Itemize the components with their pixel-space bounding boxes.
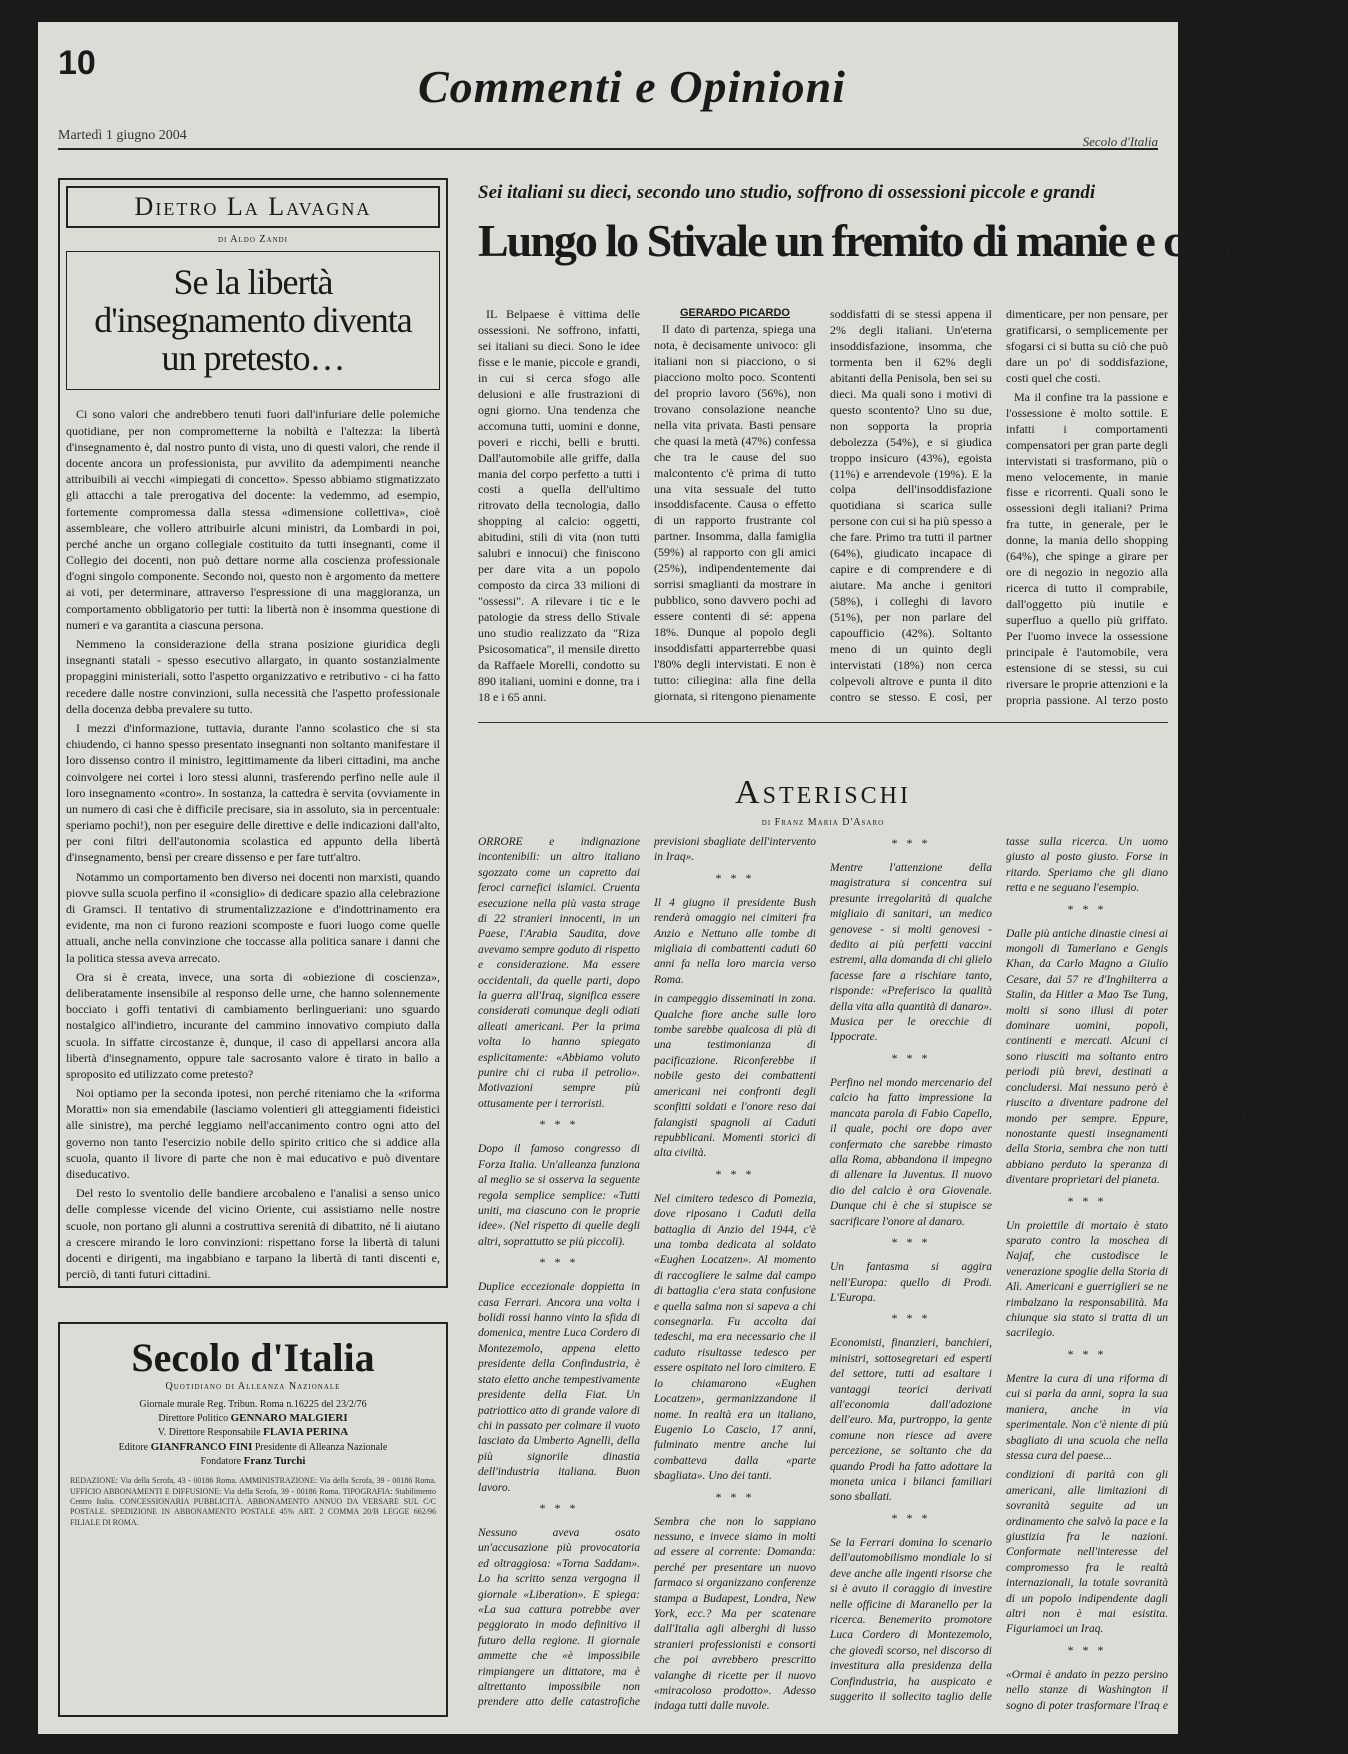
- asterisco-item: Nel cimitero tedesco di Pomezia, dove riposano i Caduti della battaglia di Anzio del 1944, c'è una tomba dedicata al soldato «Eughen Locatzen». Al momento di raccogliere le salme dal campo di battaglia c'era stata confusione e quella salma non si sapeva a chi consegnarla. Fu accolta dai tedeschi, ma era necessario che il caduto risultasse tedesco per essere ospitato nel loro cimitero. E lo chiamarono «Eughen Locatzen», germanizzandone il nome. In realtà era un italiano, Eugenio Lo Cascio, 17 anni, fulminato mentre anche lui combatteva dalla «parte sbagliata». Uno dei tanti.: [654, 1192, 816, 1483]
- masthead-registration: Giornale murale Reg. Tribun. Roma n.16225 del 23/2/76: [139, 1399, 367, 1410]
- stars-separator: * * *: [1067, 1193, 1107, 1208]
- asterisco-item: Nessuno aveva osato un'accusazione più provocatoria ed oltraggiosa: «Torna Saddam». Lo ha scritto senza vergogna il giornale «Liberation». E spiega: «La sua cattura potrebbe aver peggiorato in modo definitivo il futuro della regione. Il giornale ammette che «è impossibile rimpiangere un dittatore, ma è altrettanto impossibile non prendere atto delle catastrofiche previsioni sbagliate dell'intervento in Iraq».: [478, 835, 816, 1709]
- asterisco-item: ORRORE e indignazione incontenibili: un altro italiano sgozzato come un capretto dai feroci carnefici islamici. Cruenta esecuzione nella più vasta strage di 22 stranieri innocenti, in un Paese, l'Arabia Saudita, dove avevamo sempre goduto di rispetto e considerazione. Ma essere occidentali, da quelle parti, dopo la guerra all'Iraq, significa essere considerati comunque degli odiati alleati americani. Per la prima volta lo hanno spiegato esplicitamente: «Abbiamo voluto punire chi ci ruba il petrolio». Motivazioni sempre più ottusamente per i terroristi.: [478, 835, 640, 1110]
- asterisco-item: Mentre la cura di una riforma di cui si parla da anni, sopra la sua maniera, anche in via sperimentale. Non c'è niente di più sbagliato di una scuola che nella stessa cura del paese...: [1006, 1372, 1168, 1462]
- asterisco-item: Chi qualcosa che Berlusconi vuole possa soffrire più del prossimo. Non si sa. Per questo l'appello lanciato da Mauro Pollo manca un testimone.: [1182, 1248, 1344, 1323]
- column-paragraph: Noi optiamo per la seconda ipotesi, non perché riteniamo che la «riforma Moratti» non sia emendabile (lasciamo volentieri gli atteggiamenti fideistici alle sinistre), ma perché leggiamo nell'accanimento contro ogni atto del governo non tanto l'esercizio nobile dello spirito critico che si addice alla scuola, quanto il livore di parte che non è mai educativo e può diventare diseducativo.: [66, 1086, 440, 1182]
- stars-separator: * * *: [539, 1117, 579, 1132]
- masthead-founder: Fondatore Franz Turchi: [200, 1454, 306, 1467]
- masthead-publisher: Editore GIANFRANCO FINI Presidente di Alleanza Nazionale: [118, 1440, 388, 1453]
- column-paragraph: Ora si è creata, invece, una sorta di «obiezione di coscienza», deliberatamente insensibile al responso delle urne, che hanno solennemente bocciato i goffi tentativi di cambiamento berlingueriani: uno sguardo nostalgico all'indietro, incurante del cammino innovativo compiuto dalla scuola. In siffatte circostanze è, dunque, il caso di appellarsi ancora alla libertà d'insegnamento, oppure tale sacrosanto valore è tirato in ballo a sproposito ed utilizzato come pretesto?: [66, 969, 440, 1081]
- article-paragraph: Ma il confine tra la passione e l'ossessione è molto sottile. E infatti i comportamenti compensatori per gran parte degli intervistati si trasformano, più o meno velocemente, in manie fisse e ricorrenti. Quali sono le ossessioni degli italiani? Prima fra tutte, in generale, per le donne, la mania dello shopping (64%), che spinge a girare per ore di negozio in negozio alla ricerca di tutto il comprabile, dall'oggetto più inutile e superfluo a quello più griffato. Per l'uomo invece la ossessione principale è l'automobile, vera estensione di se stessi, su cui riversare le proprie attenzioni e la propria passione. Al terzo posto delle idee fisse, soprattutto in vista dell'estate, c'è la dieta, insieme alla cura del corpo e della propria bellezza: per molte donne il mantenersi in forma a tutti i costi (34%), mentre tra gli uomini c'è il calcio, vissuto come una vera e propria fede. E chi ne è vittima rischia di trascurare la famiglia, il lavoro, la propria salute. Poi ci sono le ossessioni legate al lavoro (27%) e quelle legate alle nuove tecnologie (21%): dal telefonino ultimo modello al nuovo computer.: [1006, 307, 1344, 707]
- stars-separator: * * *: [1243, 901, 1283, 916]
- stars-separator: * * *: [1243, 1084, 1283, 1099]
- column-rubric: Dietro La Lavagna: [66, 186, 440, 228]
- masthead-box: [58, 1322, 448, 1717]
- column-byline: di Aldo Zandi: [217, 234, 289, 245]
- stars-separator: * * *: [891, 1311, 931, 1326]
- masthead-fine-print: REDAZIONE: Via della Scrofa, 43 - 00186 Roma. AMMINISTRAZIONE: Via della Scrofa, 39 - 00186 Roma. UFFICIO ABBONAMENTI E DIFFUSIONE: Via della Scrofa, 39 - 00186 Roma. TIPOGRAFIA: Stabilimento Centro Italia. CONCESSIONARIA PUBBLICITÀ. ABBONAMENTO ANNUO DA VERSARE SUL C/C POSTALE. SPEDIZIONE IN ABBONAMENTO POSTALE 45% ART. 2 COMMA 20/B LEGGE 662/96 FILIALE DI ROMA.: [70, 1476, 436, 1527]
- asterisco-item: Antonio Di Pietro, ha avvertito lo sguardo strabismo. Come quello di chi guarda da un marciapiede a quello dell'altra parte. Cerca di strappare la carta come un brandello di cartello di moda. Nessuna novità.: [1182, 1111, 1344, 1216]
- stars-separator: * * *: [891, 1510, 931, 1525]
- column-paragraph: Notammo un comportamento ben diverso nei docenti non marxisti, quando piovve sulla scuola perfino il «consiglio» di dedicare spazio alla celebrazione di Gramsci. Il tentativo di strumentalizzazione e d'indottrinamento era evidente, ma non ci furono reazioni scomposte e fuori luogo come quelle attuali, anche nella convinzione che toccasse alla politica sanare i danni che la politica stessa aveva arrecato.: [66, 869, 440, 965]
- newspaper-page: [38, 22, 1348, 1734]
- asterisco-item: condizioni di parità con gli americani, alle limitazioni di sovranità seguite ad un ordinamento che salvò la pace e la giustizia fra le nazioni. Conformate nell'interesse del compromesso fra le realtà internazionali, la totale sovranità di un popolo indipendente dagli altri non è mai esistita. Figuriamoci un Iraq.: [1006, 1469, 1168, 1636]
- article-paragraph: IL Belpaese è vittima delle ossessioni. Ne soffrono, infatti, sei italiani su dieci. Sono le idee fisse e le manie, piccole e grandi, in cui si cerca sfogo alle delusioni e alle frustrazioni di ogni giorno. Una tendenza che accomuna tutti, uomini e donne, poveri e ricchi, belli e brutti. Dall'automobile alle griffe, dalla mania del corpo perfetto a tutti i costi a quella dell'ultimo ritrovato della tecnologia, dallo shopping al calcio: oggetti, abitudini, stili di vita (non tutti salubri e innocui) che finiscono per dare vita a un popolo composto da circa 33 milioni di "ossessi". A rilevare i tic e le patologie da stress dello Stivale uno studio realizzato da "Riza Psicosomatica", il mensile diretto da Raffaele Morelli, condotto su 890 italiani, uomini e donne, tra i 18 e i 65 anni.: [478, 307, 640, 704]
- page-number: 10: [58, 44, 96, 82]
- asterisco-item: Perfino nel mondo mercenario del calcio ha fatto impressione la mancata parola di Fabio Capello, il quale, pochi ore dopo aver confermato che sarebbe rimasto alla Roma, abbandona il impegno di allenare la Juventus. Il nuovo dio del calcio è ora Giovenale. Dunque chi è che si stupisce se sacrificare l'onore al danaro.: [830, 1076, 992, 1228]
- asterisco-item: Un proiettile di mortaio è stato sparato contro la moschea di Najaf, che custodisce le venerazione spoglie della Storia di Alì. Americani e guerriglieri se ne rimbalzano la responsabilità. Ma chiunque sia stato si tratta di un sacrilegio.: [1006, 1219, 1168, 1340]
- masthead-subtitle: Quotidiano di Alleanza Nazionale: [165, 1381, 341, 1392]
- article-byline: GERARDO PICARDO: [679, 307, 790, 319]
- asterischi-body: [478, 770, 1344, 1720]
- asterisco-item: Dalle più antiche dinastie cinesi ai mongoli di Tamerlano e Gengis Khan, da Carlo Magno a Giulio Cesare, dai 57 re d'Inghilterra a Stalin, da Hitler a Mao Tse Tung, molti si sono illusi di poter dominare uomini, popoli, continenti e mercati. Alcuni ci sono riusciti ma soltanto entro periodi più brevi, destinati a concludersi. Mai nessuno però è riuscito a diventare padrone del mondo per sempre. Eppure, nonostante questi insegnamenti della Storia, sembra che non tutti abbiano perduto la speranza di diventare proprietari del pianeta.: [1006, 927, 1168, 1187]
- asterisco-item: «Ormai è andato in pezzo persino nello stanze di Washington il sogno di poter trasformare l'Iraq e tutto il Medio Oriente in qualcosa di simile al Kansas» Paul Kennedy, docente di storia all'Università Yale.: [1006, 835, 1344, 1712]
- stars-separator: * * *: [1067, 1642, 1107, 1657]
- asterisco-item: Sembra che non lo sappiano nessuno, e invece siamo in molti ad essere al corrente: Domanda: perché per presentare un nuovo farmaco si organizzano conferenze stampa a Budapest, Londra, New York, ecc.? Ma per scatenare dall'Italia agli alberghi di lusso stranieri professionisti e consorti che poi avrebbero prescritto valanghe di ricette per il nuovo «miracoloso prodotto». Adesso indaga tutti dalle nuvole.: [654, 1515, 816, 1713]
- column-dietro-la-lavagna: [58, 178, 448, 1288]
- stars-separator: * * *: [1243, 993, 1283, 1008]
- stars-separator: * * *: [539, 1255, 579, 1270]
- stars-separator: * * *: [715, 1166, 755, 1181]
- stars-separator: * * *: [715, 870, 755, 885]
- asterisco-item: Mentre l'attenzione della magistratura si concentra sui presunte irregolarità di qualche migliaio di sanitari, un medico genovese - si molti genovesi - dedito ai più perfetti vaccini estremi, alla domanda di chi glielo facesse fare a rischiare tanto, risponde: «Preferisco la qualità della vita alla quantità di danaro». Musica per le orecchie di Ippocrate.: [830, 862, 992, 1044]
- section-divider: [478, 722, 1168, 723]
- stars-separator: * * *: [1243, 1330, 1283, 1344]
- asterisco-item: Il 4 giugno il presidente Bush renderà omaggio nei cimiteri fra Anzio e Nettuno alle tombe di migliaia di combattenti caduti 60 anni fa nella loro marcia verso Roma.: [654, 896, 816, 986]
- article-paragraph: Il dato di partenza, spiega una nota, è decisamente univoco: gli italiani non si piacciono, o si piacciono molto poco. Scontenti del proprio lavoro (56%), non trovano consolazione neanche nella vita privata. Basti pensare che quasi la metà (47%) confessa che tra le cause del suo malcontento c'è prima di tutto una vita sessuale del tutto insoddisfacente. Causa o effetto di un rapporto frustrante col partner. Insomma, dalla famiglia (59%) al rapporto con gli amici (25%), indipendentemente dai sorrisi smaglianti da mostrare in pubblico, sono davvero pochi ad essere contenti di sé: appena 18%. Dunque al popolo degli insoddisfatti apparterrebbe quasi l'80% degli intervistati. E non è tutto: ciliegina: alla fine della giornata, si ritengono pienamente soddisfatti di se stessi appena il 2% degli italiani. Un'eterna insoddisfazione, insomma, che tormenta ben il 62% degli abitanti della Penisola, ben sei su dieci. Ma quali sono i motivi di questo scontento? Uno su due, non sopporta la propria debolezza (54%), e si giudica troppo insicuro (43%), egoista (11%) e arrendevole (19%). E la colpa dell'insoddisfazione quotidiana si scarica sulle persone con cui si ha più spesso a che fare. Primo tra tutti il partner (64%), giudicato incapace di capire e di comprendere e di aiutare. Ma anche i genitori (58%), i colleghi di lavoro (51%), per non parlare del capoufficio (42%). Soltanto meno di un quinto degli intervistati (18%) non cerca colpevoli altrove e punta il dito contro se stesso. E così, per dimenticare, per non pensare, per gratificarsi, o semplicemente per sfogarsi ci si butta su ciò che può dare un po' di soddisfazione, costi quel che costi.: [654, 307, 1168, 704]
- asterisco-item: Mentre il Berlusconi ha la sua posizione che ruota al suo interno, il popolo lo sosterrà nel suo lavoro politico quanto basta.: [1182, 1621, 1344, 1681]
- masthead-vice-director: V. Direttore Responsabile FLAVIA PERINA: [157, 1426, 349, 1439]
- asterisco-item: Dopo il famoso congresso di Forza Italia. Un'alleanza funziona al meglio se si osserva la seguente regola semplice semplice: «Tutti uniti, ma ciascuno con le proprie idee». (Nel rispetto di quelle degli altri, soprattutto se più piccoli).: [478, 1143, 640, 1248]
- stars-separator: * * *: [1067, 901, 1107, 916]
- article-headline: Lungo lo Stivale un fremito di manie e chiodi fissi: [478, 215, 1348, 266]
- asterisco-item: in campeggio disseminati in zona. Qualche fiore anche sulle loro tombe sarebbe qualcosa di più di una testimonianza di pacificazione. Riconferebbe il nobile gesto dei combattenti americani nei confronti degli sconfitti soldati e l'onore reso dai falangisti spagnoli ai Caduti repubblicani. Momenti storici di alta civiltà.: [654, 993, 816, 1160]
- asterisco-item: Duplice eccezionale doppietta in casa Ferrari. Ancora una volta i bolidi rossi hanno vinto la sfida di domenica, mentre Luca Cordero di Montezemolo, appena eletto presidente della Confindustria, è stato eletto anche tempestivamente presidente della Fiat. Un patriottico atto di grande valore di chi in passato per colmare il vuoto lasciato da Umberto Agnelli, della più signorile dinastia dell'industria italiana. Buon lavoro.: [478, 1281, 640, 1494]
- stars-separator: * * *: [539, 1500, 579, 1515]
- asterischi-title: Asterischi: [735, 774, 911, 811]
- asterisco-item: Economisti, finanzieri, banchieri, ministri, sottosegretari ed esperti del settore, tutti ad esaltare i vantaggi teorici derivati all'economia dall'adozione dell'euro. Ma, purtroppo, la gente comune non riesce ad avere percezione, se soltanto che da quando Prodi ha fatto adottare la moneta unica i bilanci familiari sono sballati.: [830, 1337, 992, 1504]
- column-title: Se la libertà d'insegnamento diventa un pretesto…: [66, 251, 440, 390]
- stars-separator: * * *: [891, 835, 931, 850]
- asterisco-item: Quarto anniversario della morte di Giorgio Almirante. L'apprezzamento del valore della lunga battaglia del segretario del Movimento sociale: dopo 1948 gli ha dato, con il bacio di comunità, per la campagna di speranze, Franco Maggioni ripercorso da Carmelo Palmieri dei figli d'Italia, sono il motivo della nuova serie di frequentazioni della Repubblica che ha retto una vecchia Chioggia, nella sua epoca, fino alla sua gloria. La passione e la personalità: sa pane, non tanto gioia, una grande amicizia di tutto.: [1182, 1356, 1344, 1615]
- masthead-title: Secolo d'Italia: [131, 1335, 375, 1380]
- article-body: [478, 307, 1344, 712]
- asterischi-byline: di Franz Maria D'Asaro: [761, 816, 885, 828]
- stars-separator: * * *: [891, 1235, 931, 1250]
- column-paragraph: Ci sono valori che andrebbero tenuti fuori dall'infuriare delle polemiche quotidiane, per non comprometterne la nobiltà e l'altezza: la libertà d'insegnamento è, dal nostro punto di vista, uno di questi valori, che rende il docente ancora un professionista, pur avvilito da adempimenti neanche attribuibili ai vecchi «impiegati di concetto». Spesso abbiamo stigmatizzato gli attacchi a tale prerogativa del docente: la vedemmo, ad esempio, fortemente compromessa dalla stessa «dimensione collettiva», cioè assembleare, che vollero attribuirle alcuni ministri, da Lombardi in poi, perché anche un organo collegiale costituito da tutti insegnanti, come il Collegio dei docenti, non può dettare norme alla coscienza professionale d'ogni singolo componente. Secondo noi, questo non è argomento da mettere ai voti, per determinare, attraverso l'espressione di una maggioranza, un comportamento obbligatorio per tutti: la libertà non è insomma questione di numeri e va garantita a ciascuna persona.: [66, 407, 440, 632]
- column-paragraph: Del resto lo sventolio delle bandiere arcobaleno e l'analisi a senso unico delle complesse vicende del vicino Oriente, cui assistiamo nelle nostre scuole, non portano gli alunni a costruttiva serenità di dibattito, né li aiutano a crescere mirando le loro convinzioni: rispettano forse la libertà di taluni docenti e dirigenti, ma ingabbiano e tarpano la libertà di tanti discenti e, perciò, di tanti futuri cittadini.: [66, 1186, 440, 1282]
- article-kicker: Sei italiani su dieci, secondo uno studio, soffrono di ossessioni piccole e grandi: [478, 182, 1096, 203]
- asterisco-item: «Chi è povero tra arabi: perché ha una cosa giusta, non per fare proprio il mercato». Woodrow Brandt, «L'Economist».: [1182, 927, 1344, 986]
- stars-separator: * * *: [891, 1050, 931, 1065]
- dateline: Martedì 1 giugno 2004: [58, 128, 187, 143]
- column-paragraph: Nemmeno la considerazione della strana posizione giuridica degli insegnanti statali - spesso esecutivo allargato, in quanto sostanzialmente propaggini ministeriali, sotto l'aspetto organizzativo e retributivo - ci ha fatto recedere dalle nostre convinzioni, sulla necessità che l'aspetto professionale della docenza debba prevalere su tutto.: [66, 637, 440, 716]
- asterisco-item: Un fantasma si aggira nell'Europa: quello di Prodi. L'Europa.: [830, 1261, 992, 1304]
- column-body: [66, 406, 440, 1285]
- column-paragraph: I mezzi d'informazione, tuttavia, durante l'anno scolastico che si sta chiudendo, ci hanno spesso presentato insegnanti non soltanto manifestare il loro dissenso contro il ministro, legittimamente da liberi cittadini, ma anche coinvolgere nei cortei i loro stessi alunni, trasferendo perfino nelle aule il loro insegnamento «contro». In sostanza, la cattedra è servita (ovviamente in un numero di casi che è difficile precisare, sia in assoluto, sia in percentuale: speriamo pochi!), non per eseguire delle direttive e delle indicazioni dall'alto, per coni filtri dell'autonomia scolastica ed appunto della libertà d'insegnamento, bensì per creare dissenso e per fare tutt'altro.: [66, 720, 440, 865]
- asterisco-item: Se la Ferrari domina lo scenario dell'automobilismo mondiale lo si deve anche alle ingenti risorse che si è avuto il coraggio di investire nelle officine di Maranello per la ricerca. Benemerito promotore Luca Cordero di Montezemolo, che giovedì scorso, nel discorso di investitura alla presidenza della Confindustria, ha auspicato e suggerito il sollecito taglio delle tasse sulla ricerca. Un uomo giusto al posto giusto. Forse in ritardo. Speriamo che gli diano retta e ne seguano l'esempio.: [830, 835, 1168, 1704]
- asterisco-item: «La democrazia è in crisi. Da Europa a America». Mino Martinazzoli, ex ministro democristiano.: [1182, 1019, 1344, 1078]
- section-title: Commenti e Opinioni: [418, 61, 846, 112]
- masthead-director: Direttore Politico GENNARO MALGIERI: [158, 1412, 348, 1424]
- paper-tag: Secolo d'Italia: [1082, 134, 1158, 149]
- stars-separator: * * *: [1067, 1346, 1107, 1361]
- header-rule: [58, 148, 1158, 150]
- stars-separator: * * *: [1243, 1222, 1283, 1237]
- stars-separator: * * *: [715, 1489, 755, 1504]
